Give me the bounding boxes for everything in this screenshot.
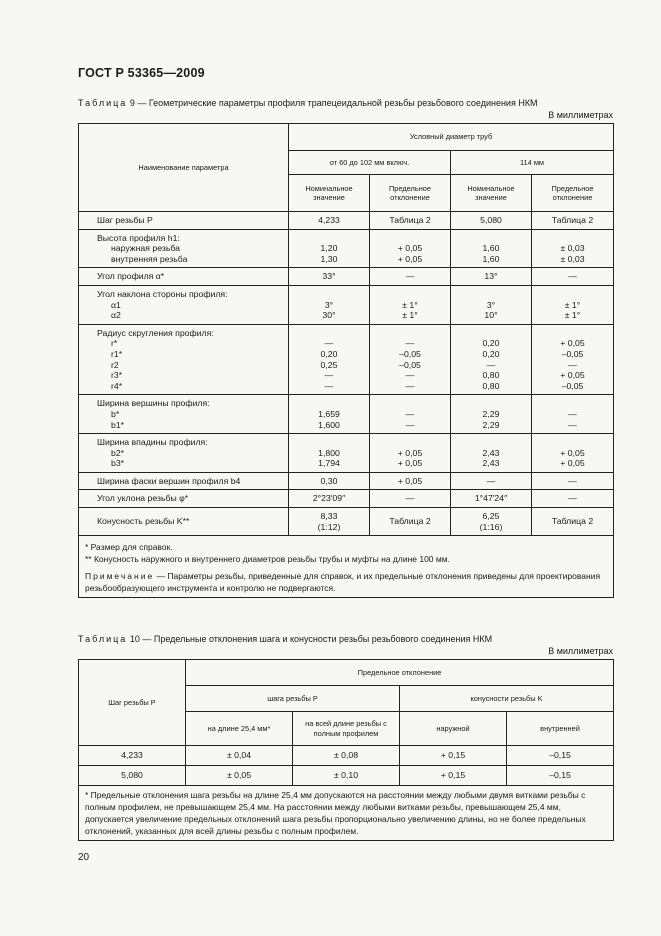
value-cell (532, 508, 614, 536)
step-header: Шаг резьбы P (79, 660, 186, 746)
param-line: b1* (111, 419, 125, 430)
value-line: 0,20 (320, 348, 338, 359)
value-line: — (486, 359, 496, 370)
param-line: внутренняя резьба (111, 253, 188, 264)
table9-body (79, 212, 614, 536)
value-line: 1,60 (482, 253, 500, 264)
value-line: — (405, 419, 415, 430)
value-line (451, 289, 531, 300)
table9-caption-text: — Геометрические параметры профиля трапецеидальной резьбы резьбового соединения НКМ (137, 98, 538, 108)
value-line: Таблица 2 (389, 516, 431, 527)
value-line: 1,20 (320, 243, 338, 254)
value-line: 1,600 (318, 419, 340, 430)
value-line: 0,20 (482, 348, 500, 359)
value-cell (289, 434, 370, 473)
value-cell (370, 395, 451, 434)
value-cell (370, 268, 451, 286)
value-line: (1:12) (317, 521, 341, 532)
value-line: 1°47′24″ (474, 493, 508, 504)
value-line: 0,20 (482, 338, 500, 349)
param-line: r1* (111, 348, 123, 359)
table-row (79, 508, 614, 536)
value-cell (532, 490, 614, 508)
value-cell (451, 212, 532, 230)
cell-taper-outer: + 0,15 (400, 766, 507, 786)
param-name-cell (79, 434, 289, 473)
table9-units: В миллиметрах (548, 110, 613, 120)
value-cell (451, 285, 532, 324)
param-name-cell (79, 490, 289, 508)
table-row (79, 229, 614, 268)
table9-notes (79, 536, 614, 598)
param-line: наружная резьба (111, 243, 180, 254)
param-line: b2* (111, 447, 125, 458)
value-line: — (486, 475, 496, 486)
length-25-4-header: на длине 25,4 мм* (186, 712, 293, 746)
value-cell (451, 508, 532, 536)
value-cell (532, 285, 614, 324)
table-row (79, 324, 614, 395)
value-line: + 0,05 (560, 447, 585, 458)
value-line: 0,30 (320, 475, 338, 486)
value-line: 2,43 (482, 458, 500, 469)
value-cell (370, 229, 451, 268)
full-length-header: на всей длине резьбы с полным профилем (293, 712, 400, 746)
param-line: Угол профиля α* (97, 271, 165, 282)
table-row (79, 472, 614, 490)
value-cell (532, 324, 614, 395)
param-name-cell (79, 472, 289, 490)
value-line: — (324, 370, 334, 381)
value-line (451, 233, 531, 244)
value-cell (451, 490, 532, 508)
param-name-cell (79, 212, 289, 230)
value-line (451, 328, 531, 339)
value-line: — (568, 419, 577, 430)
param-line: b* (111, 408, 120, 419)
value-line: + 0,05 (397, 253, 423, 264)
cell-taper-inner: –0,15 (507, 746, 614, 766)
table10-caption-number: 10 (129, 634, 140, 644)
value-cell (289, 508, 370, 536)
value-line: Таблица 2 (389, 215, 431, 225)
limit-header: Предельное отклонение (186, 660, 614, 686)
table-row (79, 766, 614, 786)
table-row (79, 285, 614, 324)
value-cell (289, 229, 370, 268)
value-line: 30° (322, 310, 336, 321)
param-name-cell (79, 285, 289, 324)
table9-remark (85, 570, 609, 594)
value-line: 13° (484, 271, 498, 282)
cell-pitch-full: ± 0,10 (293, 766, 400, 786)
value-cell (289, 395, 370, 434)
table-row (79, 490, 614, 508)
value-line: — (405, 380, 415, 391)
value-line (370, 398, 450, 409)
param-line: α1 (111, 299, 121, 310)
table9-caption (78, 98, 538, 108)
value-line: — (405, 370, 415, 381)
value-line: 1,60 (482, 243, 500, 254)
value-cell (451, 395, 532, 434)
param-line: b3* (111, 458, 125, 469)
value-cell (289, 212, 370, 230)
value-cell (451, 324, 532, 395)
value-cell (532, 229, 614, 268)
value-line: 2°23′09″ (312, 493, 346, 504)
param-line: Высота профиля h1: (97, 232, 180, 243)
value-cell (289, 472, 370, 490)
value-line: 1,794 (318, 458, 340, 469)
value-line: — (405, 271, 415, 282)
value-line: + 0,05 (560, 458, 585, 469)
table9-caption-word: Таблица (78, 98, 128, 108)
value-line: 8,33 (320, 511, 338, 522)
table10-caption-word: Таблица (78, 634, 128, 644)
value-line: (1:16) (479, 521, 503, 532)
value-line: 1,30 (320, 253, 338, 264)
value-line (289, 437, 369, 448)
value-cell (370, 490, 451, 508)
value-cell (370, 212, 451, 230)
value-cell (532, 268, 614, 286)
table-row (79, 268, 614, 286)
param-line: Ширина вершины профиля: (97, 398, 210, 409)
value-cell (532, 434, 614, 473)
value-line: + 0,05 (397, 475, 423, 486)
param-header: Наименование параметра (79, 124, 289, 212)
value-line: + 0,05 (560, 370, 585, 381)
table10-caption-text: — Предельные отклонения шага и конусности резьбы резьбового соединения НКМ (142, 634, 493, 644)
diameter-header: Условный диаметр труб (289, 124, 614, 151)
value-line (370, 437, 450, 448)
value-line (532, 233, 613, 244)
value-cell (370, 434, 451, 473)
inner-header: внутренней (507, 712, 614, 746)
value-line: 2,29 (482, 408, 500, 419)
value-cell (370, 472, 451, 490)
value-cell (532, 395, 614, 434)
cell-taper-inner: –0,15 (507, 766, 614, 786)
value-line: + 0,05 (560, 338, 585, 349)
param-line: α2 (111, 310, 121, 321)
remark-word: Примечание (85, 571, 155, 582)
value-line: + 0,05 (397, 447, 423, 458)
value-cell (451, 229, 532, 268)
param-name-cell (79, 508, 289, 536)
value-line: — (568, 475, 577, 486)
value-cell (289, 490, 370, 508)
cell-step: 5,080 (79, 766, 186, 786)
value-line: — (568, 493, 577, 504)
value-line: Таблица 2 (551, 516, 594, 527)
value-line (370, 289, 450, 300)
value-line: 2,43 (482, 447, 500, 458)
cell-pitch-25-4: ± 0,05 (186, 766, 293, 786)
table10-caption (78, 634, 492, 644)
param-line: Ширина впадины профиля: (97, 437, 208, 448)
value-line (289, 233, 369, 244)
param-line: Угол наклона стороны профиля: (97, 288, 228, 299)
value-line: –0,05 (561, 348, 584, 359)
value-line: — (405, 408, 415, 419)
value-line: 0,80 (482, 380, 500, 391)
diameter-range-2: 114 мм (451, 151, 614, 175)
value-line: 1,659 (318, 408, 340, 419)
document-code: ГОСТ Р 53365—2009 (78, 66, 205, 80)
value-cell (451, 472, 532, 490)
param-name-cell (79, 268, 289, 286)
cell-step: 4,233 (79, 746, 186, 766)
value-cell (451, 434, 532, 473)
value-line: ± 0,03 (560, 253, 585, 264)
value-line: ± 1° (402, 299, 418, 310)
value-line: — (568, 408, 577, 419)
param-line: Ширина фаски вершин профиля b4 (97, 475, 241, 486)
table10 (78, 659, 614, 841)
value-line: ± 1° (402, 310, 418, 321)
pitch-header: шага резьбы P (186, 686, 400, 712)
value-cell (370, 285, 451, 324)
param-name-cell (79, 229, 289, 268)
value-line: + 0,05 (397, 458, 423, 469)
value-cell (289, 324, 370, 395)
param-line: r3* (111, 370, 123, 381)
nominal-header: Номинальное значение (451, 175, 532, 212)
value-line: — (568, 359, 577, 370)
value-line: 4,233 (318, 215, 340, 225)
value-line: ± 0,03 (560, 243, 585, 254)
param-line: Угол уклона резьбы φ* (97, 493, 189, 504)
value-cell (451, 268, 532, 286)
value-line: 2,29 (482, 419, 500, 430)
param-line: r4* (111, 380, 123, 391)
value-line (289, 289, 369, 300)
table-row (79, 746, 614, 766)
table-row (79, 395, 614, 434)
table9-footnote-1: * Размер для справок. (85, 542, 173, 553)
value-line (451, 398, 531, 409)
param-name-cell (79, 324, 289, 395)
value-line: 6,25 (482, 511, 500, 522)
table9-caption-number: 9 (129, 98, 135, 108)
value-line: ± 1° (564, 299, 581, 310)
value-line: — (405, 338, 415, 349)
value-line: 33° (322, 271, 336, 282)
value-cell (532, 472, 614, 490)
value-line: + 0,05 (397, 243, 423, 254)
table-row (79, 212, 614, 230)
outer-header: наружной (400, 712, 507, 746)
value-line: Таблица 2 (551, 215, 594, 225)
param-line: r* (111, 338, 118, 349)
page-number: 20 (78, 852, 90, 863)
table-row (79, 434, 614, 473)
value-line: 10° (484, 310, 498, 321)
param-line: r2 (111, 359, 119, 370)
value-line (532, 289, 613, 300)
param-line: Конусность резьбы K** (97, 516, 190, 527)
table10-units: В миллиметрах (548, 646, 613, 656)
diameter-range-1: от 60 до 102 мм включ. (289, 151, 451, 175)
value-line (532, 437, 613, 448)
remark-text: — Параметры резьбы, приведенные для справок, и их предельные отклонения приведены для проектирования резьбообразующего инструмента и контролю не подвергаются. (85, 571, 601, 594)
value-cell (370, 508, 451, 536)
value-line: — (324, 380, 334, 391)
value-line: 3° (324, 299, 334, 310)
value-line: 1,800 (318, 447, 340, 458)
value-line: — (568, 271, 577, 282)
value-line (451, 437, 531, 448)
value-line: 0,25 (320, 359, 338, 370)
param-line: Радиус скругления профиля: (97, 327, 214, 338)
cell-pitch-full: ± 0,08 (293, 746, 400, 766)
value-line: 3° (486, 299, 496, 310)
value-line: –0,05 (561, 380, 584, 391)
value-line: — (405, 493, 415, 504)
value-line (289, 398, 369, 409)
value-line: ± 1° (564, 310, 581, 321)
taper-header: конусности резьбы K (400, 686, 614, 712)
value-line (289, 328, 369, 339)
value-line: 0,80 (482, 370, 500, 381)
table10-footnote: * Предельные отклонения шага резьбы на длине 25,4 мм допускаются на расстоянии между любыми двумя витками резьбы с полным профилем, не превышающем 25,4 мм. На расстоянии между любыми витками резьбы, превышающем 25,4 мм, допускается увеличение предельных отклонений шага резьбы пропорционально увеличению длины, но не более предельных отклонений, указанных для всей длины резьбы с полным профилем. (79, 786, 614, 841)
nominal-header: Номинальное значение (289, 175, 370, 212)
value-line: — (324, 338, 334, 349)
param-name-cell (79, 395, 289, 434)
value-cell (289, 285, 370, 324)
deviation-header: Предельное отклонение (370, 175, 451, 212)
value-line: –0,05 (399, 348, 421, 359)
deviation-header: Предельное отклонение (532, 175, 614, 212)
value-line (532, 328, 613, 339)
cell-pitch-25-4: ± 0,04 (186, 746, 293, 766)
value-line (370, 233, 450, 244)
value-line: –0,05 (399, 359, 421, 370)
table9 (78, 123, 614, 598)
value-cell (532, 212, 614, 230)
value-cell (370, 324, 451, 395)
cell-taper-outer: + 0,15 (400, 746, 507, 766)
value-line (370, 328, 450, 339)
value-line: 5,080 (480, 215, 502, 225)
value-line (532, 398, 613, 409)
table9-footnote-2: ** Конусность наружного и внутреннего диаметров резьбы трубы и муфты на длине 100 мм. (85, 554, 450, 565)
param-line: Шаг резьбы P (97, 215, 153, 225)
value-cell (289, 268, 370, 286)
